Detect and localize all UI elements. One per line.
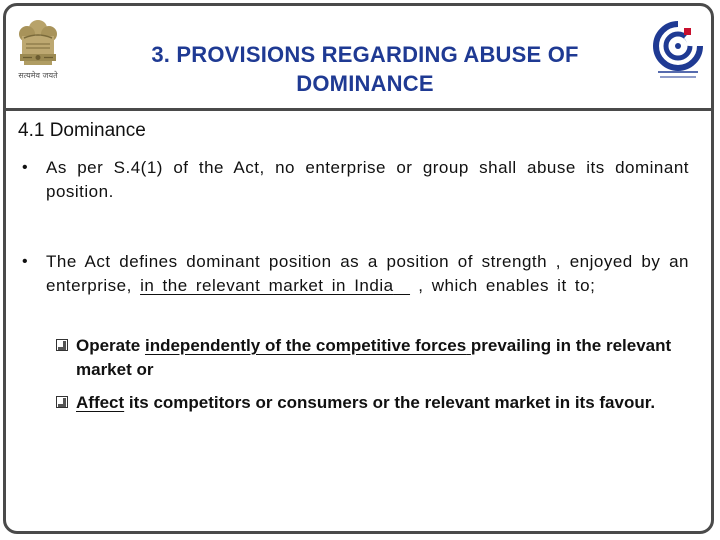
underlined-phrase: independently of the competitive forces — [144, 336, 467, 355]
underlined-phrase: Affect — [76, 393, 125, 412]
bullet-item — [22, 250, 689, 298]
section-heading: 4.1 Dominance — [18, 120, 146, 141]
header-divider — [6, 108, 711, 111]
sub-bullet-text-part: Operate — [76, 336, 141, 355]
bullet-dot-icon: • — [22, 253, 29, 270]
sub-bullet-item — [56, 334, 690, 382]
checkbox-bullet-icon — [56, 396, 68, 408]
sub-bullet-text — [76, 391, 690, 415]
sub-bullet-text-part: its competitors or consumers or the relevant market in its favour. — [128, 393, 656, 412]
sub-bullet-text-part: prevailing in the relevant market or — [76, 336, 672, 379]
bullet-text — [46, 250, 689, 298]
title-line-2: DOMINANCE — [296, 71, 434, 96]
emblem-caption: सत्यमेव जयते — [18, 71, 58, 80]
national-emblem-icon — [10, 14, 66, 86]
title-line-1: 3. PROVISIONS REGARDING ABUSE OF — [151, 42, 579, 67]
sub-bullet-text — [76, 334, 690, 382]
bullet-dot-icon: • — [22, 159, 29, 176]
bullet-text: As per S.4(1) of the Act, no enterprise or group shall abuse its dominant position. — [46, 158, 689, 201]
sub-bullet-item — [56, 391, 690, 415]
checkbox-bullet-icon — [56, 339, 68, 351]
bullet-text-part: The Act defines dominant position as a position of strength , enjoyed by an enterprise, — [46, 252, 689, 295]
cci-logo-icon — [648, 20, 708, 82]
page-title — [80, 40, 650, 98]
bullet-item — [22, 156, 689, 204]
bullet-text-part: , which enables it to; — [418, 276, 596, 295]
underlined-phrase: in the relevant market in India — [140, 276, 394, 295]
